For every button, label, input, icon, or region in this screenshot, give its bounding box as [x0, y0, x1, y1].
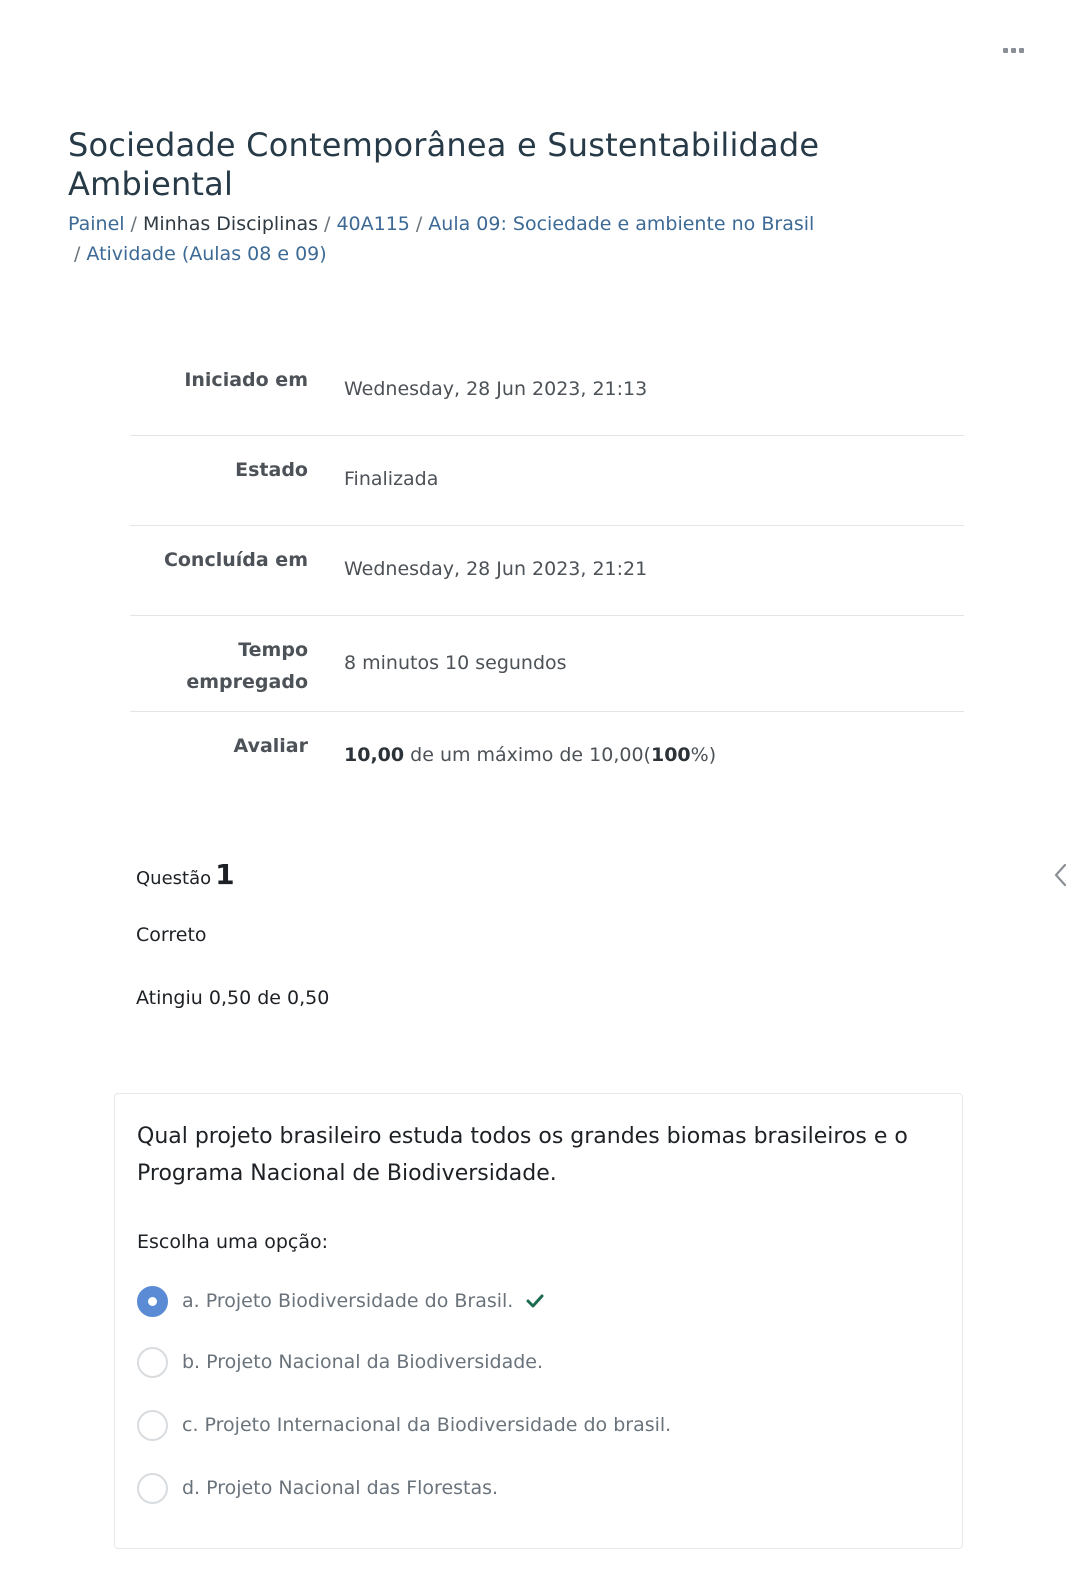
more-options-icon[interactable]: [998, 40, 1028, 60]
answer-option-label: b. Projeto Nacional da Biodiversidade.: [182, 1351, 544, 1373]
summary-row-iniciado: [130, 346, 964, 436]
answer-option-b[interactable]: [137, 1346, 543, 1378]
summary-label: Iniciado em: [184, 369, 308, 391]
radio-button[interactable]: [137, 1473, 168, 1504]
summary-label: Concluída em: [163, 549, 308, 571]
radio-button-selected[interactable]: [137, 1286, 168, 1317]
summary-value: Finalizada: [344, 468, 439, 490]
chevron-left-icon[interactable]: [1050, 860, 1072, 890]
breadcrumb-separator: /: [74, 243, 81, 265]
breadcrumb-atividade[interactable]: Atividade (Aulas 08 e 09): [86, 243, 327, 265]
question-state: Correto: [136, 924, 207, 946]
breadcrumb-minhas-disciplinas: Minhas Disciplinas: [142, 213, 319, 235]
summary-label: [130, 616, 324, 711]
question-grade: Atingiu 0,50 de 0,50: [136, 987, 330, 1009]
answer-option-label: d. Projeto Nacional das Florestas.: [182, 1477, 499, 1499]
question-num: 1: [215, 858, 235, 891]
grade-percent: 100: [650, 744, 691, 766]
question-prompt: Escolha uma opção:: [137, 1231, 329, 1253]
question-content-box: [114, 1093, 963, 1549]
summary-label: Estado: [235, 459, 308, 481]
check-icon: [525, 1291, 545, 1311]
answer-option-label: c. Projeto Internacional da Biodiversidade do brasil.: [182, 1414, 672, 1436]
summary-row-estado: [130, 436, 964, 526]
summary-label: Avaliar: [233, 735, 308, 757]
grade-text-end: %): [690, 744, 717, 766]
breadcrumb-course[interactable]: 40A115: [336, 213, 410, 235]
breadcrumb-aula[interactable]: Aula 09: Sociedade e ambiente no Brasil: [428, 213, 815, 235]
grade-score: 10,00: [344, 744, 405, 766]
question-number: [136, 858, 235, 891]
page-title: Sociedade Contemporânea e Sustentabilidade Ambiental: [68, 126, 820, 203]
breadcrumb-separator: /: [324, 213, 331, 235]
question-label: Questão: [136, 868, 212, 889]
answer-option-a[interactable]: [137, 1285, 545, 1317]
answer-option-d[interactable]: [137, 1472, 498, 1504]
question-text: Qual projeto brasileiro estuda todos os grandes biomas brasileiros e o Programa Nacional de Biodiversidade.: [137, 1124, 908, 1186]
breadcrumb-separator: /: [415, 213, 423, 235]
breadcrumb-painel[interactable]: Painel: [68, 213, 125, 235]
radio-button[interactable]: [137, 1347, 168, 1378]
radio-button[interactable]: [137, 1410, 168, 1441]
summary-label-line: empregado: [186, 671, 308, 693]
summary-row-avaliar: [130, 712, 964, 796]
grade-text: de um máximo de 10,00(: [404, 744, 651, 766]
answer-option-c[interactable]: [137, 1409, 671, 1441]
summary-value: 8 minutos 10 segundos: [344, 652, 567, 674]
answer-option-label: a. Projeto Biodiversidade do Brasil.: [182, 1290, 514, 1312]
breadcrumb-separator: /: [130, 213, 137, 235]
summary-row-concluida: [130, 526, 964, 616]
breadcrumb: [68, 209, 968, 269]
attempt-summary-table: [130, 346, 964, 796]
summary-value: [324, 712, 964, 796]
summary-row-tempo: [130, 616, 964, 712]
summary-value: Wednesday, 28 Jun 2023, 21:21: [344, 558, 648, 580]
summary-value: Wednesday, 28 Jun 2023, 21:13: [344, 378, 648, 400]
summary-label-line: Tempo: [238, 639, 308, 661]
